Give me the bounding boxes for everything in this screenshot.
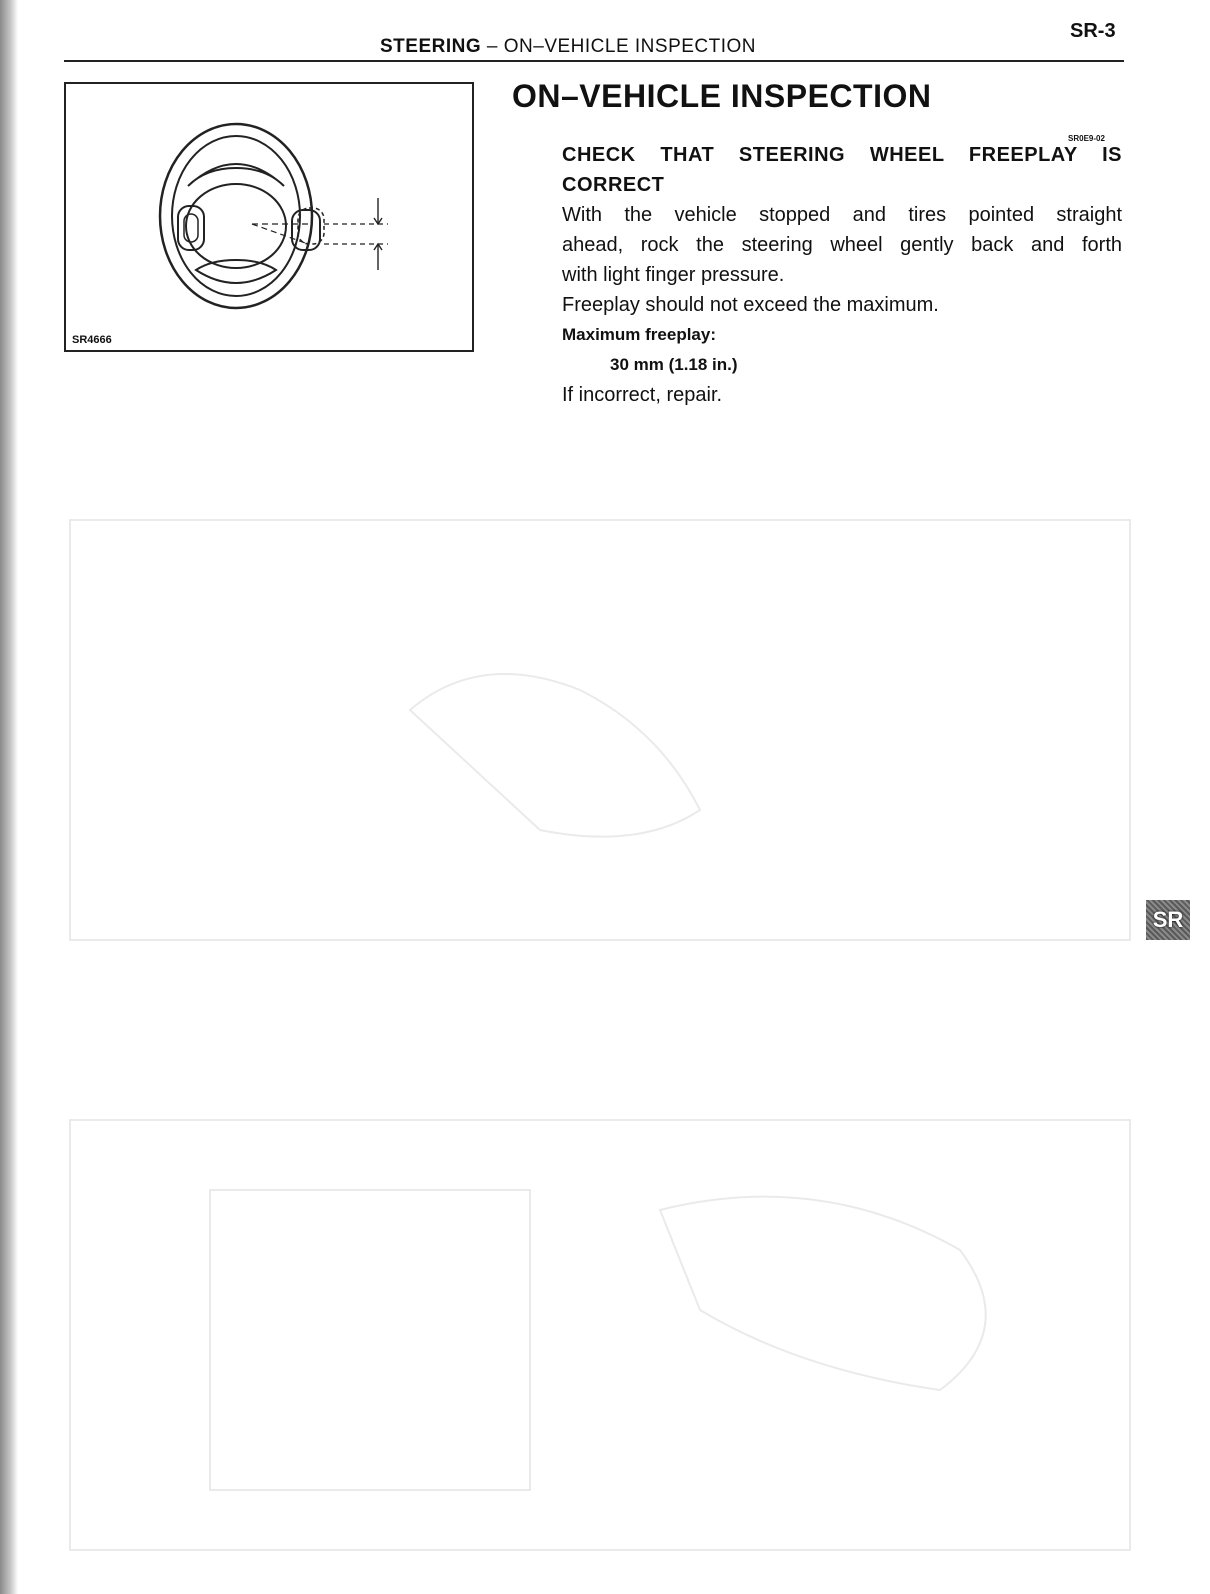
page-number: SR-3: [1070, 20, 1116, 42]
binding-edge: [0, 0, 18, 1594]
instruction-line2: ahead, rock the steering wheel gently back and forth: [562, 234, 1122, 256]
instruction-line3: with light finger pressure.: [562, 264, 785, 286]
spec-label: Maximum freeplay:: [562, 325, 716, 344]
header-rule: [64, 60, 1124, 62]
show-through-bleed: [60, 430, 1140, 1580]
running-header: [380, 36, 756, 58]
check-heading-line1: CHECK THAT STEERING WHEEL FREEPLAY IS: [562, 144, 1122, 166]
reference-code: SR0E9-02: [1068, 134, 1105, 143]
steering-wheel-figure: [64, 82, 474, 352]
header-subsection: ON–VEHICLE INSPECTION: [503, 36, 757, 57]
check-heading-line2: CORRECT: [562, 174, 665, 196]
section-title: ON–VEHICLE INSPECTION: [512, 78, 932, 114]
figure-code: SR4666: [72, 334, 112, 346]
repair-action: If incorrect, repair.: [562, 384, 723, 406]
inspection-content: [562, 140, 1122, 410]
spec-value: 30 mm (1.18 in.): [610, 355, 738, 374]
header-separator: –: [481, 36, 504, 57]
steering-wheel-illustration: [66, 84, 472, 350]
freeplay-limit-text: Freeplay should not exceed the maximum.: [562, 294, 939, 316]
section-tab-sr: SR: [1146, 900, 1190, 940]
instruction-line1: With the vehicle stopped and tires pointed straight: [562, 204, 1122, 226]
header-section: STEERING: [380, 36, 482, 57]
